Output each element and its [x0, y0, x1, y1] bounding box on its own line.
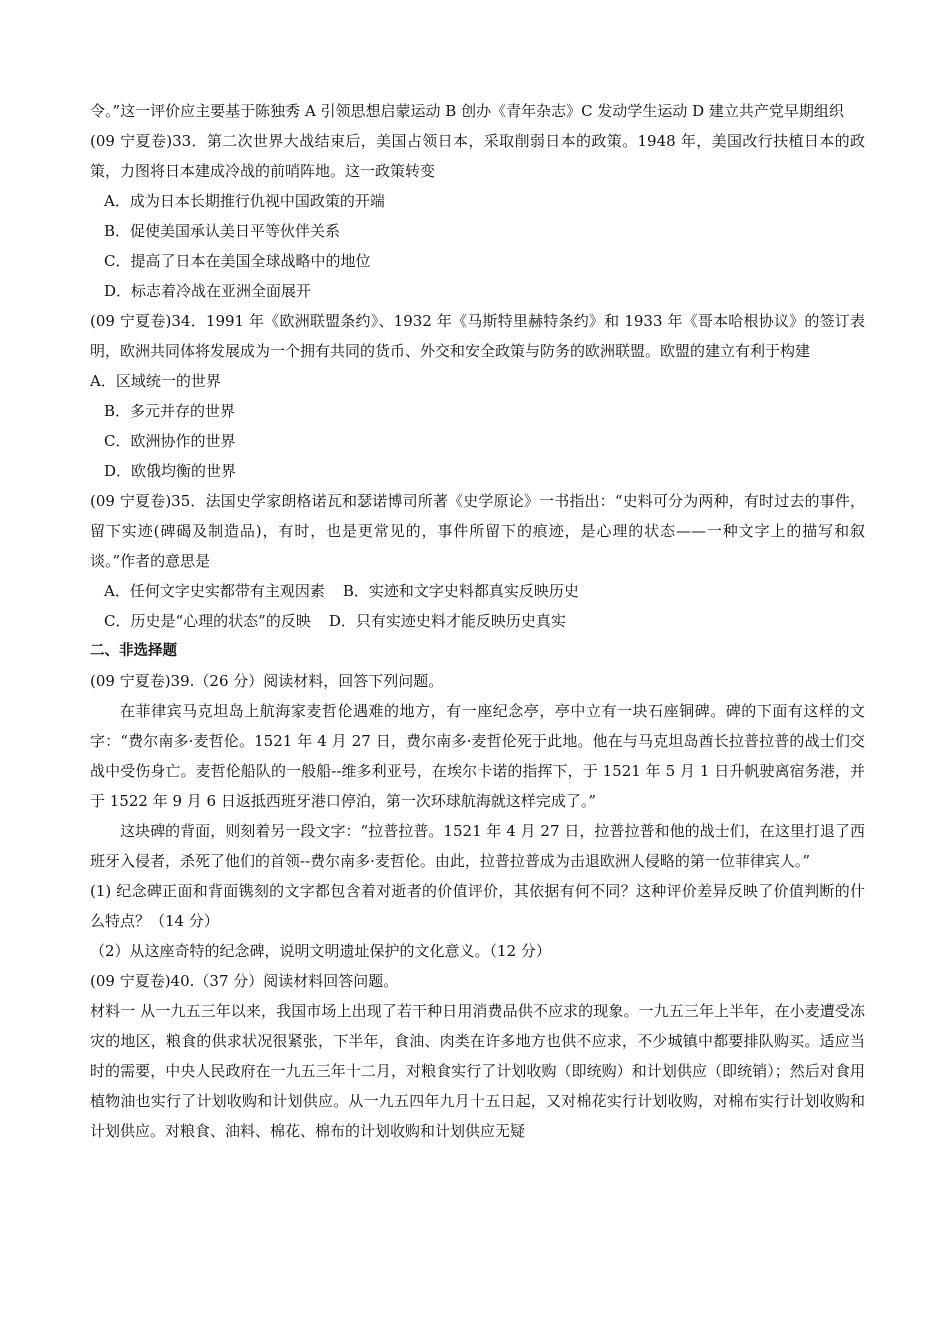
q39-paragraph-2: 这块碑的背面，则刻着另一段文字：“拉普拉普。1521 年 4 月 27 日，拉普拉普和他的战士们，在这里打退了西班牙入侵者，杀死了他们的首领--费尔南多·麦哲伦。由此，拉普拉普成为击退欧洲人侵略的第一位菲律宾人。” [90, 822, 865, 870]
q35-options-row2 [90, 606, 865, 636]
q40-material-1: 材料一 从一九五三年以来，我国市场上出现了若干种日用消费品供不应求的现象。一九五三年上半年，在小麦遭受冻灾的地区，粮食的供求状况很紧张，下半年，食油、肉类在许多地方也供不应求，不少城镇中都要排队购买。适应当时的需要，中央人民政府在一九五三年十二月，对粮食实行了计划收购（即统购）和计划供应（即统销）；然后对食用植物油也实行了计划收购和计划供应。从一九五四年九月十五日起，又对棉花实行计划收购，对棉布实行计划收购和计划供应。对粮食、油料、棉花、棉布的计划收购和计划供应无疑 [90, 1002, 865, 1140]
q39-subquestion-2: （2）从这座奇特的纪念碑，说明文明遗址保护的文化意义。（12 分） [90, 942, 551, 960]
q34-option-a: A．区域统一的世界 [90, 372, 221, 390]
q35-option-c: C．历史是“心理的状态”的反映 [104, 612, 311, 630]
q35-options-row1 [90, 576, 865, 606]
q34-stem: (09 宁夏卷)34．1991 年《欧洲联盟条约》、1932 年《马斯特里赫特条约》和 1933 年《哥本哈根协议》的签订表明，欧洲共同体将发展成为一个拥有共同的货币、外交和安全政策与防务的欧洲联盟。欧盟的建立有利于构建 [90, 312, 865, 360]
q35-option-b: B．实迹和文字史料都真实反映历史 [342, 582, 579, 600]
q33-option-a: A．成为日本长期推行仇视中国政策的开端 [104, 192, 385, 210]
q39-stem: (09 宁夏卷)39.（26 分）阅读材料，回答下列问题。 [90, 672, 444, 690]
q34-option-c: C．欧洲协作的世界 [104, 432, 236, 450]
q34-option-d: D．欧俄均衡的世界 [104, 462, 237, 480]
q33-option-b: B．促使美国承认美日平等伙伴关系 [104, 222, 341, 240]
q33-stem: (09 宁夏卷)33．第二次世界大战结束后，美国占领日本，采取削弱日本的政策。1948 年，美国改行扶植日本的政策，力图将日本建成冷战的前哨阵地。这一政策转变 [90, 132, 865, 180]
q34-option-b: B．多元并存的世界 [104, 402, 236, 420]
q40-stem: (09 宁夏卷)40.（37 分）阅读材料回答问题。 [90, 972, 399, 990]
q35-option-d: D．只有实迹史料才能反映历史真实 [328, 612, 566, 630]
q33-option-c: C．提高了日本在美国全球战略中的地位 [104, 252, 371, 270]
q39-paragraph-1: 在菲律宾马克坦岛上航海家麦哲伦遇难的地方，有一座纪念亭，亭中立有一块石座铜碑。碑的下面有这样的文字：“费尔南多·麦哲伦。1521 年 4 月 27 日，费尔南多·麦哲伦死于此地。他在与马克坦岛酋长拉普拉普的战士们交战中受伤身亡。麦哲伦船队的一般船--维多利亚号，在埃尔卡诺的指挥下，于 1521 年 5 月 1 日升帆驶离宿务港，并于 1522 年 9 月 6 日返抵西班牙港口停泊，第一次环球航海就这样完成了。” [90, 702, 865, 810]
q32-tail: 令。”这一评价应主要基于陈独秀 A 引领思想启蒙运动 B 创办《青年杂志》C 发动学生运动 D 建立共产党早期组织 [90, 102, 844, 120]
page-content [90, 96, 865, 1146]
q33-option-d: D．标志着冷战在亚洲全面展开 [104, 282, 312, 300]
section-heading: 二、非选择题 [90, 643, 177, 659]
q35-stem: (09 宁夏卷)35．法国史学家朗格诺瓦和瑟诺博司所著《史学原论》一书指出：“史料可分为两种，有时过去的事件，留下实迹(碑碣及制造品)，有时，也是更常见的，事件所留下的痕迹，是心理的状态——一种文字上的描写和叙谈。”作者的意思是 [90, 492, 865, 570]
q39-subquestion-1: (1) 纪念碑正面和背面镌刻的文字都包含着对逝者的价值评价，其依据有何不同？这种评价差异反映了价值判断的什么特点？（14 分） [90, 882, 865, 930]
q35-option-a: A．任何文字史实都带有主观因素 [104, 582, 325, 600]
